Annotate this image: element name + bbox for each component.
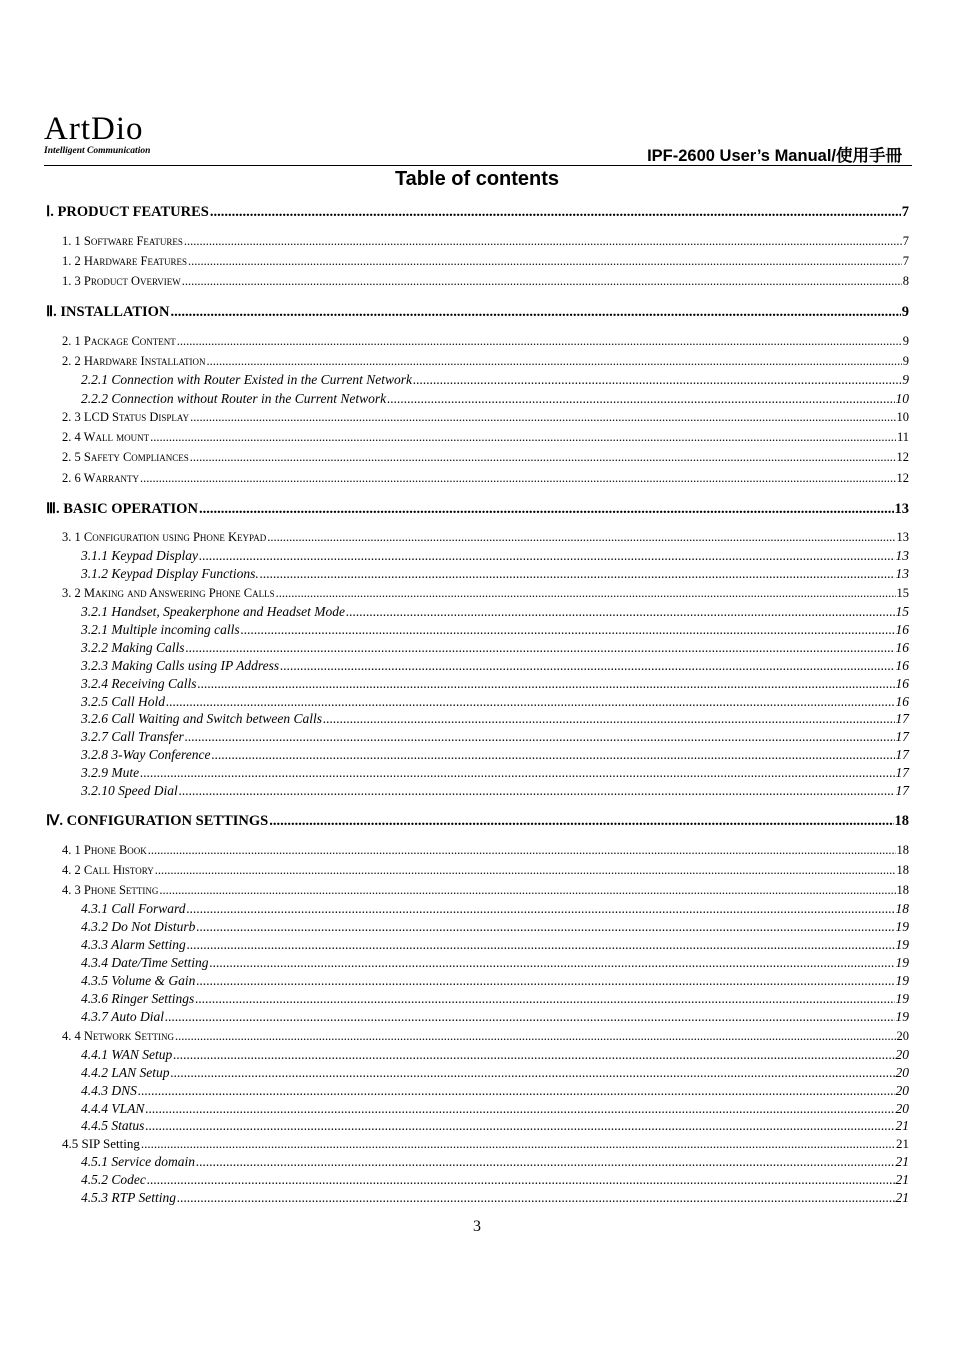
- toc-entry-page: 18: [894, 813, 909, 829]
- toc-entry-page: 16: [895, 640, 909, 655]
- dot-leader: [184, 235, 902, 248]
- toc-entry[interactable]: [62, 275, 909, 288]
- dot-leader: [173, 1048, 894, 1062]
- logo-tagline: Intelligent Communication: [44, 146, 151, 156]
- dot-leader: [241, 623, 895, 637]
- dot-leader: [206, 355, 901, 368]
- dot-leader: [190, 411, 895, 424]
- dot-leader: [199, 549, 895, 563]
- toc-entry[interactable]: [81, 748, 909, 762]
- toc-entry-page: 17: [895, 711, 909, 726]
- toc-entry-page: 21: [896, 1136, 909, 1151]
- toc-entry[interactable]: [81, 567, 909, 581]
- toc-entry[interactable]: [81, 712, 909, 726]
- dot-leader: [267, 531, 895, 544]
- toc-title: Table of contents: [394, 168, 560, 190]
- toc-entry-page: 10: [896, 410, 909, 424]
- dot-leader: [166, 695, 894, 709]
- toc-entry-page: 17: [895, 747, 909, 762]
- dot-leader: [170, 305, 900, 320]
- toc-entry-title: Ⅲ. BASIC OPERATION: [46, 501, 198, 517]
- toc-entry-title: 3. 1 Configuration using Phone Keypad: [62, 530, 267, 544]
- dot-leader: [197, 677, 894, 691]
- toc-entry[interactable]: [62, 355, 909, 368]
- toc-entry-title: Ⅳ. CONFIGURATION SETTINGS: [46, 813, 269, 829]
- dot-leader: [186, 641, 895, 655]
- toc-entry-page: 15: [896, 586, 909, 600]
- toc-entry-title: 4.3.7 Auto Dial: [81, 1009, 165, 1024]
- dot-leader: [150, 431, 896, 444]
- toc-entry-title: 4.3.2 Do Not Disturb: [81, 919, 196, 934]
- toc-entry-title: 2. 2 Hardware Installation: [62, 354, 206, 368]
- dot-leader: [413, 373, 901, 387]
- toc-entry-title: 2. 5 Safety Compliances: [62, 450, 189, 464]
- toc-entry[interactable]: [62, 235, 909, 248]
- toc-entry-title: 4.3.6 Ringer Settings: [81, 991, 195, 1006]
- toc-entry-page: 9: [902, 354, 909, 368]
- toc-entry-title: 3.1.1 Keypad Display: [81, 548, 198, 563]
- toc-entry[interactable]: [81, 392, 909, 406]
- toc-entry[interactable]: [62, 411, 909, 424]
- toc-entry[interactable]: [81, 605, 909, 619]
- toc-entry-page: 21: [895, 1154, 909, 1169]
- toc-entry-title: 3.2.6 Call Waiting and Switch between Calls: [81, 711, 323, 726]
- toc-entry[interactable]: [81, 695, 909, 709]
- toc-entry-page: 17: [895, 765, 909, 780]
- toc-entry-title: 3.2.5 Call Hold: [81, 694, 166, 709]
- toc-entry-page: 20: [895, 1101, 909, 1116]
- toc-entry-page: 9: [902, 334, 909, 348]
- toc-entry-title: 3.1.2 Keypad Display Functions.: [81, 566, 259, 581]
- toc-entry-page: 16: [895, 658, 909, 673]
- toc-entry-title: 4.4.5 Status: [81, 1118, 145, 1133]
- dot-leader: [190, 451, 896, 464]
- dot-leader: [140, 766, 894, 780]
- dot-leader: [179, 784, 895, 798]
- dot-leader: [138, 1084, 895, 1098]
- toc-entry-page: 17: [895, 783, 909, 798]
- toc-entry[interactable]: [62, 255, 909, 268]
- toc-entry-title: 3.2.4 Receiving Calls: [81, 676, 197, 691]
- toc-entry[interactable]: [81, 549, 909, 563]
- toc-entry-page: 19: [895, 1009, 909, 1024]
- toc-entry[interactable]: [46, 502, 909, 517]
- toc-entry-title: 4.4.4 VLAN: [81, 1101, 145, 1116]
- toc-entry-title: 4.5 SIP Setting: [62, 1136, 140, 1151]
- toc-entry-title: 4. 2 Call History: [62, 863, 154, 877]
- toc-entry-title: 3.2.7 Call Transfer: [81, 729, 184, 744]
- toc-entry[interactable]: [81, 1010, 909, 1024]
- toc-entry-title: 4.3.4 Date/Time Setting: [81, 955, 209, 970]
- toc-entry[interactable]: [81, 641, 909, 655]
- toc-entry[interactable]: [81, 373, 909, 387]
- toc-entry[interactable]: [81, 1155, 909, 1169]
- dot-leader: [171, 1066, 895, 1080]
- toc-entry-page: 20: [895, 1047, 909, 1062]
- toc-entry-title: 4.3.3 Alarm Setting: [81, 937, 186, 952]
- dot-leader: [196, 920, 894, 934]
- toc-entry-title: 4.3.5 Volume & Gain: [81, 973, 196, 988]
- toc-entry-title: 2.2.2 Connection without Router in the Current Network: [81, 391, 387, 406]
- dot-leader: [175, 1030, 896, 1043]
- toc-entry-page: 8: [902, 274, 909, 288]
- dot-leader: [188, 255, 902, 268]
- toc-entry[interactable]: [81, 920, 909, 934]
- toc-entry[interactable]: [62, 1030, 909, 1043]
- toc-entry-page: 20: [895, 1065, 909, 1080]
- toc-entry[interactable]: [81, 659, 909, 673]
- toc-entry[interactable]: [62, 431, 909, 444]
- toc-entry-title: 4.4.1 WAN Setup: [81, 1047, 173, 1062]
- toc-entry-title: 3.2.1 Handset, Speakerphone and Headset Mode: [81, 604, 345, 619]
- toc-entry-title: 2. 6 Warranty: [62, 471, 139, 485]
- toc-entry-page: 11: [896, 430, 909, 444]
- toc-entry[interactable]: [81, 938, 909, 952]
- toc-entry-title: 3.2.3 Making Calls using IP Address: [81, 658, 280, 673]
- dot-leader: [177, 1191, 894, 1205]
- toc-entry-page: 21: [895, 1118, 909, 1133]
- dot-leader: [141, 1137, 895, 1150]
- toc-entry-page: 13: [895, 566, 909, 581]
- toc-entry-title: 3.2.2 Making Calls: [81, 640, 185, 655]
- toc-entry-title: 1. 2 Hardware Features: [62, 254, 187, 268]
- toc-entry-page: 9: [902, 372, 909, 387]
- dot-leader: [165, 1010, 894, 1024]
- dot-leader: [187, 902, 895, 916]
- dot-leader: [195, 992, 894, 1006]
- toc-entry-title: 4. 4 Network Setting: [62, 1029, 174, 1043]
- dot-leader: [145, 1119, 894, 1133]
- toc-entry-page: 7: [902, 254, 909, 268]
- toc-entry-page: 13: [894, 501, 909, 517]
- toc-entry[interactable]: [81, 974, 909, 988]
- toc-entry-page: 12: [896, 471, 909, 485]
- toc-entry[interactable]: [46, 205, 909, 220]
- toc-entry-page: 7: [902, 234, 909, 248]
- toc-entry[interactable]: [81, 1119, 909, 1133]
- toc-entry[interactable]: [62, 1137, 909, 1150]
- toc-entry-page: 13: [895, 548, 909, 563]
- dot-leader: [148, 844, 896, 857]
- dot-leader: [210, 956, 895, 970]
- toc-entry[interactable]: [81, 766, 909, 780]
- toc-entry[interactable]: [62, 451, 909, 464]
- toc-entry-page: 10: [895, 391, 909, 406]
- dot-leader: [187, 938, 895, 952]
- toc-entry-page: 16: [895, 694, 909, 709]
- dot-leader: [147, 1173, 895, 1187]
- dot-leader: [159, 884, 895, 897]
- dot-leader: [199, 502, 894, 517]
- toc-entry-title: 3.2.1 Multiple incoming calls: [81, 622, 240, 637]
- toc-entry-page: 12: [896, 450, 909, 464]
- dot-leader: [276, 587, 896, 600]
- toc-entry-page: 19: [895, 937, 909, 952]
- toc-entry[interactable]: [81, 784, 909, 798]
- toc-entry-page: 20: [895, 1083, 909, 1098]
- toc-entry-title: 3.2.9 Mute: [81, 765, 140, 780]
- dot-leader: [346, 605, 895, 619]
- toc-entry-title: 2. 1 Package Content: [62, 334, 176, 348]
- toc-entry-title: Ⅱ. INSTALLATION: [46, 304, 170, 320]
- toc-entry-title: 4.4.2 LAN Setup: [81, 1065, 170, 1080]
- toc-entry-title: 4.5.2 Codec: [81, 1172, 146, 1187]
- dot-leader: [155, 864, 896, 877]
- page-number: 3: [473, 1218, 481, 1235]
- toc-entry-title: 4.5.1 Service domain: [81, 1154, 195, 1169]
- dot-leader: [196, 974, 894, 988]
- toc-entry[interactable]: [81, 730, 909, 744]
- toc-entry[interactable]: [81, 1048, 909, 1062]
- toc-entry[interactable]: [81, 1191, 909, 1205]
- toc-entry-title: 4.5.3 RTP Setting: [81, 1190, 177, 1205]
- toc-entry-page: 19: [895, 973, 909, 988]
- dot-leader: [196, 1155, 895, 1169]
- toc-entry[interactable]: [62, 864, 909, 877]
- toc-entry-title: 3.2.8 3-Way Conference: [81, 747, 211, 762]
- toc-entry[interactable]: [62, 587, 909, 600]
- dot-leader: [260, 567, 895, 581]
- dot-leader: [182, 275, 902, 288]
- toc-entry[interactable]: [81, 1084, 909, 1098]
- toc-entry-page: 19: [895, 955, 909, 970]
- toc-entry[interactable]: [81, 677, 909, 691]
- toc-entry[interactable]: [62, 884, 909, 897]
- dot-leader: [145, 1102, 894, 1116]
- toc-entry[interactable]: [81, 992, 909, 1006]
- toc-entry-title: Ⅰ. PRODUCT FEATURES: [46, 204, 209, 220]
- toc-entry-page: 20: [896, 1029, 909, 1043]
- toc-entry-title: 4.4.3 DNS: [81, 1083, 137, 1098]
- toc-entry[interactable]: [81, 1102, 909, 1116]
- toc-entry[interactable]: [81, 1173, 909, 1187]
- toc-entry[interactable]: [46, 305, 909, 320]
- dot-leader: [387, 392, 894, 406]
- toc-entry-page: 7: [901, 204, 909, 220]
- toc-entry-title: 2.2.1 Connection with Router Existed in the Current Network: [81, 372, 412, 387]
- dot-leader: [323, 712, 894, 726]
- toc-entry-page: 16: [895, 622, 909, 637]
- dot-leader: [211, 748, 894, 762]
- toc-entry-page: 18: [896, 843, 909, 857]
- toc-entry-page: 19: [895, 919, 909, 934]
- document-title: IPF-2600 User’s Manual/使用手冊: [647, 147, 902, 165]
- logo-text: ArtDio: [44, 111, 144, 147]
- toc-entry-page: 21: [895, 1190, 909, 1205]
- toc-entry-page: 18: [896, 863, 909, 877]
- toc-entry-page: 16: [895, 676, 909, 691]
- toc-entry-title: 2. 3 LCD Status Display: [62, 410, 190, 424]
- toc-entry-title: 4. 1 Phone Book: [62, 843, 147, 857]
- toc-entry[interactable]: [81, 956, 909, 970]
- toc-entry-page: 17: [895, 729, 909, 744]
- dot-leader: [177, 335, 902, 348]
- toc-entry-title: 4.3.1 Call Forward: [81, 901, 186, 916]
- toc-entry-title: 1. 1 Software Features: [62, 234, 183, 248]
- toc-entry-title: 3. 2 Making and Answering Phone Calls: [62, 586, 275, 600]
- toc-entry[interactable]: [81, 902, 909, 916]
- dot-leader: [269, 814, 893, 829]
- toc-entry-title: 4. 3 Phone Setting: [62, 883, 159, 897]
- toc-entry[interactable]: [62, 531, 909, 544]
- toc-entry-page: 21: [895, 1172, 909, 1187]
- dot-leader: [210, 205, 901, 220]
- toc-entry-title: 2. 4 Wall mount: [62, 430, 150, 444]
- toc-entry[interactable]: [81, 1066, 909, 1080]
- toc-entry-page: 13: [896, 530, 909, 544]
- toc-entry-page: 19: [895, 991, 909, 1006]
- toc-entry-page: 15: [895, 604, 909, 619]
- toc-entry-page: 18: [895, 901, 909, 916]
- toc-entry-page: 9: [901, 304, 909, 320]
- toc-entry-title: 1. 3 Product Overview: [62, 274, 181, 288]
- toc-entry[interactable]: [62, 472, 909, 485]
- dot-leader: [185, 730, 895, 744]
- toc-entry[interactable]: [62, 335, 909, 348]
- toc-entry-title: 3.2.10 Speed Dial: [81, 783, 178, 798]
- toc-entry[interactable]: [62, 844, 909, 857]
- toc-entry[interactable]: [46, 814, 909, 829]
- toc-entry[interactable]: [81, 623, 909, 637]
- dot-leader: [140, 472, 896, 485]
- dot-leader: [280, 659, 894, 673]
- toc-entry-page: 18: [896, 883, 909, 897]
